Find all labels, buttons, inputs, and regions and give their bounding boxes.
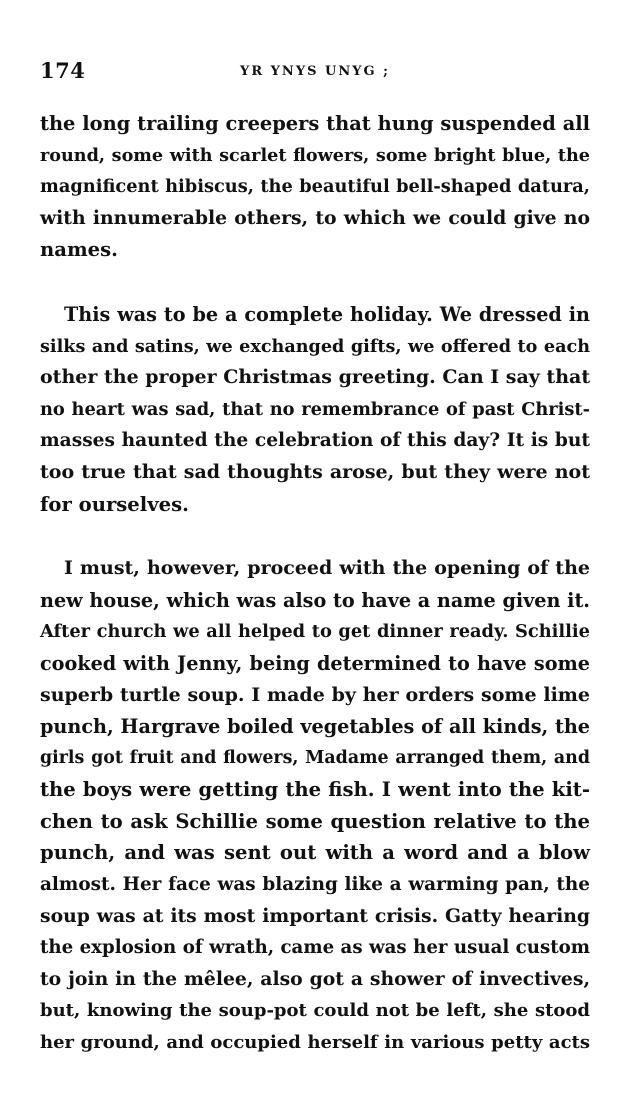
text-line: round, some with scarlet flowers, some bright blue, the: [40, 144, 590, 166]
text-line: After church we all helped to get dinner ready. Schillie: [40, 621, 590, 643]
text-line: punch, Hargrave boiled vegetables of all kinds, the: [40, 715, 590, 739]
body-text: [40, 108, 590, 1059]
text-line: with innumerable others, to which we could give no: [40, 206, 590, 229]
text-line: almost. Her face was blazing like a warming pan, the: [40, 874, 590, 896]
text-line: the boys were getting the fish. I went into the kit-: [40, 778, 590, 802]
paragraph-gap: [40, 266, 590, 299]
paragraph-gap: [40, 520, 590, 553]
text-line: chen to ask Schillie some question relative to the: [40, 809, 590, 833]
paragraph-2: [40, 299, 590, 520]
text-line: superb turtle soup. I made by her orders some lime: [40, 683, 590, 706]
running-title: YR YNYS UNYG ;: [240, 64, 390, 79]
text-line: soup was at its most important crisis. Gatty hearing: [40, 904, 590, 927]
text-line: cooked with Jenny, being determined to have some: [40, 651, 590, 675]
text-line: the long trailing creepers that hung suspended all: [40, 112, 590, 135]
page-number: 174: [40, 58, 86, 83]
text-line: magnificent hibiscus, the beautiful bell-shaped datura,: [40, 176, 590, 198]
text-line: no heart was sad, that no remembrance of past Christ-: [40, 398, 590, 420]
text-line: names.: [40, 238, 118, 262]
text-line: too true that sad thoughts arose, but they were not: [40, 460, 590, 483]
text-line: silks and satins, we exchanged gifts, we offered to each: [40, 335, 590, 357]
paragraph-3: [40, 553, 590, 1059]
text-line: new house, which was also to have a name given it.: [40, 588, 590, 612]
text-line: This was to be a complete holiday. We dressed in: [64, 302, 590, 326]
text-line: punch, and was sent out with a word and a blow: [40, 841, 590, 865]
text-line: masses haunted the celebration of this day? It is but: [40, 430, 590, 452]
text-line: to join in the mêlee, also got a shower of invectives,: [40, 967, 590, 990]
text-line: girls got fruit and flowers, Madame arranged them, and: [40, 747, 590, 768]
paragraph-1: [40, 108, 590, 266]
text-line: I must, however, proceed with the opening of the: [64, 557, 590, 580]
text-line: but, knowing the soup-pot could not be left, she stood: [40, 1000, 590, 1022]
text-line: the explosion of wrath, came as was her usual custom: [40, 937, 590, 959]
text-line: her ground, and occupied herself in various petty acts: [40, 1032, 590, 1054]
text-line: for ourselves.: [40, 492, 189, 516]
text-line: other the proper Christmas greeting. Can I say that: [40, 366, 591, 389]
running-head: [40, 58, 590, 88]
